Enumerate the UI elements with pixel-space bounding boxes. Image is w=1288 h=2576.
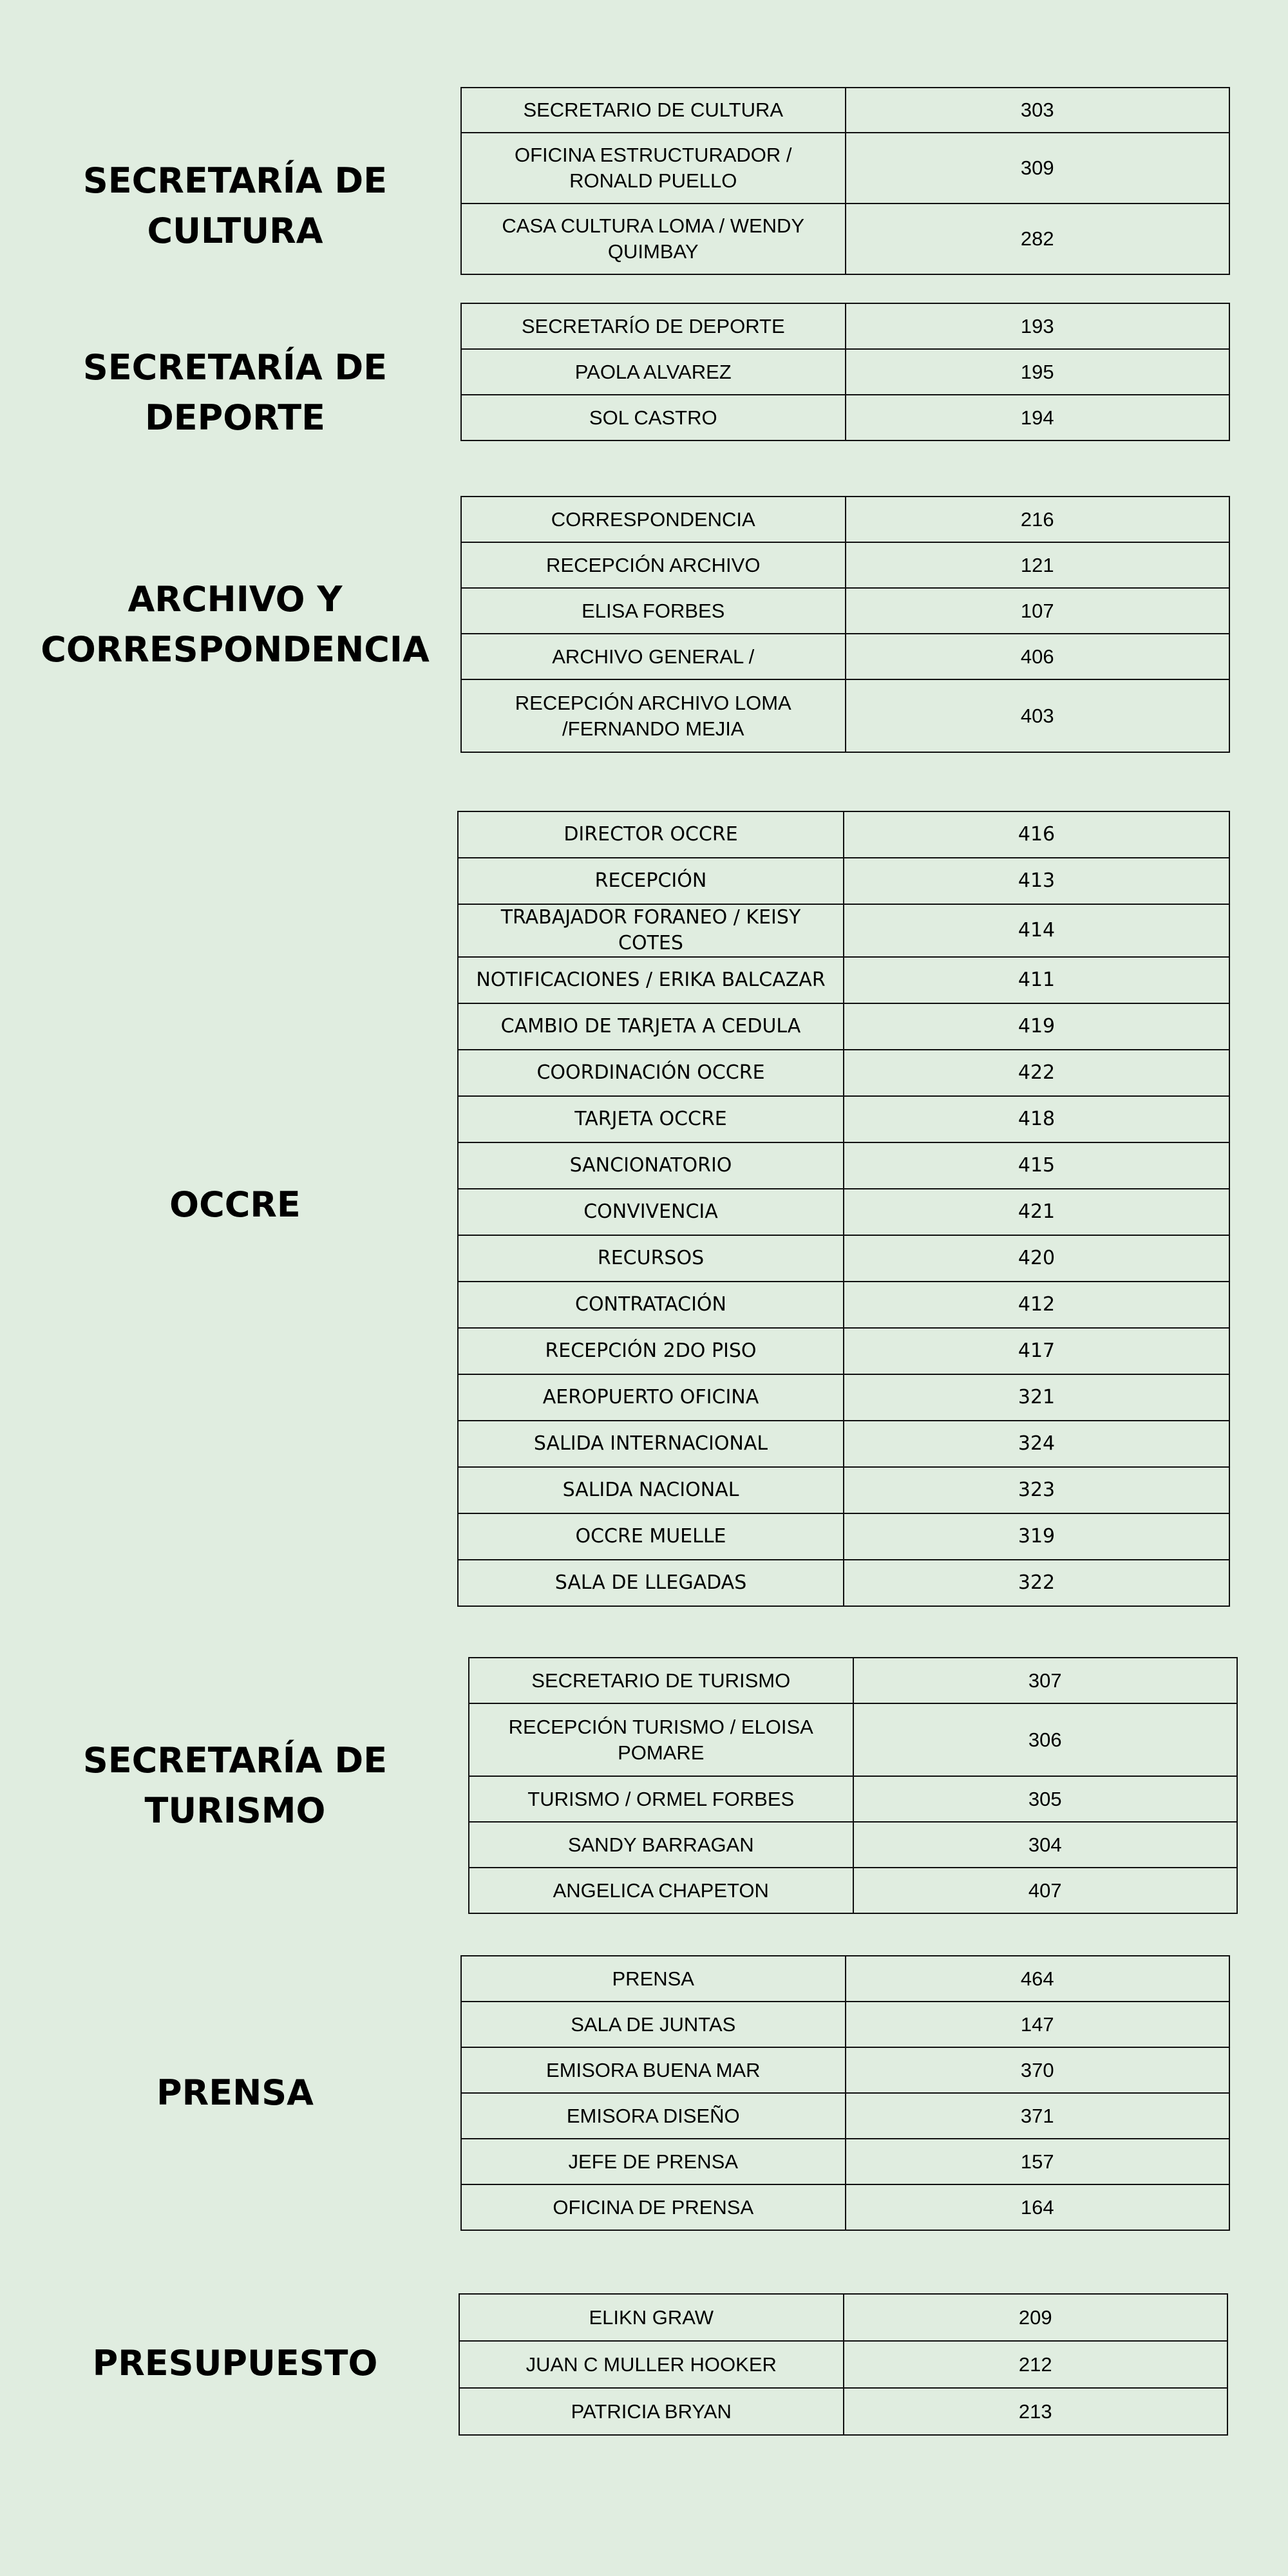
department-title: SECRETARÍA DE CULTURA: [82, 160, 388, 251]
table-row: [458, 1560, 1229, 1606]
table-row: [461, 2139, 1229, 2184]
extension-number-cell: 304: [853, 1822, 1238, 1868]
contact-name-cell: CONVIVENCIA: [458, 1189, 844, 1235]
extension-number-cell: 411: [844, 957, 1229, 1003]
table-row: [461, 1956, 1229, 2002]
department-title: SECRETARÍA DE TURISMO: [82, 1740, 388, 1831]
extension-number-cell: 412: [844, 1282, 1229, 1328]
contact-name-cell: CONTRATACIÓN: [458, 1282, 844, 1328]
table-row: [461, 88, 1229, 133]
department-title: OCCRE: [169, 1184, 301, 1225]
contact-name-cell: SECRETARIO DE TURISMO: [469, 1658, 853, 1703]
table-row: [469, 1868, 1237, 1913]
contact-name-cell: ANGELICA CHAPETON: [469, 1868, 853, 1913]
contact-name-cell: OFICINA DE PRENSA: [461, 2184, 846, 2230]
table-row: [458, 1050, 1229, 1096]
contact-name-cell: RECEPCIÓN TURISMO / ELOISA POMARE: [469, 1703, 853, 1776]
extension-number-cell: 164: [846, 2184, 1230, 2230]
extension-number-cell: 305: [853, 1776, 1238, 1822]
extension-number-cell: 212: [844, 2341, 1228, 2388]
table-row: [461, 2093, 1229, 2139]
extension-number-cell: 303: [846, 88, 1230, 133]
table-row: [469, 1776, 1237, 1822]
table-row: [461, 588, 1229, 634]
department-title: PRENSA: [156, 2072, 314, 2113]
table-row: [458, 1096, 1229, 1142]
extension-number-cell: 414: [844, 904, 1229, 957]
extension-number-cell: 282: [846, 204, 1230, 274]
table-row: [458, 1421, 1229, 1467]
table-row: [458, 1003, 1229, 1050]
extension-number-cell: 324: [844, 1421, 1229, 1467]
contact-name-cell: PRENSA: [461, 1956, 846, 2002]
table-row: [458, 904, 1229, 957]
extension-number-cell: 193: [846, 303, 1230, 349]
extension-number-cell: 418: [844, 1096, 1229, 1142]
contact-name-cell: RECEPCIÓN 2DO PISO: [458, 1328, 844, 1374]
extension-number-cell: 422: [844, 1050, 1229, 1096]
extension-number-cell: 407: [853, 1868, 1238, 1913]
contact-name-cell: TARJETA OCCRE: [458, 1096, 844, 1142]
table-row: [461, 2047, 1229, 2093]
extension-number-cell: 307: [853, 1658, 1238, 1703]
extension-number-cell: 195: [846, 349, 1230, 395]
extension-number-cell: 147: [846, 2002, 1230, 2047]
contact-name-cell: ELISA FORBES: [461, 588, 846, 634]
contact-name-cell: RECEPCIÓN ARCHIVO LOMA /FERNANDO MEJIA: [461, 679, 846, 752]
table-row: [458, 1374, 1229, 1421]
contact-name-cell: TURISMO / ORMEL FORBES: [469, 1776, 853, 1822]
contact-name-cell: SANCIONATORIO: [458, 1142, 844, 1189]
table-row: [458, 1513, 1229, 1560]
contact-name-cell: JUAN C MULLER HOOKER: [459, 2341, 844, 2388]
table-row: [458, 1189, 1229, 1235]
extension-number-cell: 420: [844, 1235, 1229, 1282]
contact-name-cell: RECEPCIÓN ARCHIVO: [461, 542, 846, 588]
extension-number-cell: 121: [846, 542, 1230, 588]
table-row: [459, 2341, 1227, 2388]
contact-name-cell: NOTIFICACIONES / ERIKA BALCAZAR: [458, 957, 844, 1003]
contact-name-cell: SALA DE JUNTAS: [461, 2002, 846, 2047]
extension-number-cell: 464: [846, 1956, 1230, 2002]
contact-name-cell: SALIDA INTERNACIONAL: [458, 1421, 844, 1467]
extension-number-cell: 421: [844, 1189, 1229, 1235]
contact-name-cell: SALIDA NACIONAL: [458, 1467, 844, 1513]
contact-name-cell: SALA DE LLEGADAS: [458, 1560, 844, 1606]
contact-name-cell: ELIKN GRAW: [459, 2294, 844, 2341]
extension-number-cell: 413: [844, 858, 1229, 904]
contact-name-cell: CORRESPONDENCIA: [461, 497, 846, 542]
extension-number-cell: 309: [846, 133, 1230, 204]
contact-name-cell: OFICINA ESTRUCTURADOR / RONALD PUELLO: [461, 133, 846, 204]
table-row: [461, 349, 1229, 395]
department-title: SECRETARÍA DE DEPORTE: [82, 347, 388, 438]
table-row: [458, 1328, 1229, 1374]
contact-name-cell: TRABAJADOR FORANEO / KEISY COTES: [458, 904, 844, 957]
extension-table: [460, 87, 1230, 275]
extension-number-cell: 415: [844, 1142, 1229, 1189]
table-row: [461, 497, 1229, 542]
extension-number-cell: 370: [846, 2047, 1230, 2093]
extension-number-cell: 209: [844, 2294, 1228, 2341]
contact-name-cell: CAMBIO DE TARJETA A CEDULA: [458, 1003, 844, 1050]
contact-name-cell: DIRECTOR OCCRE: [458, 811, 844, 858]
extension-number-cell: 216: [846, 497, 1230, 542]
extension-number-cell: 157: [846, 2139, 1230, 2184]
contact-name-cell: PATRICIA BRYAN: [459, 2388, 844, 2435]
department-title: ARCHIVO Y CORRESPONDENCIA: [41, 579, 430, 670]
extension-number-cell: 107: [846, 588, 1230, 634]
extension-number-cell: 323: [844, 1467, 1229, 1513]
extension-number-cell: 213: [844, 2388, 1228, 2435]
table-row: [461, 2184, 1229, 2230]
table-row: [459, 2294, 1227, 2341]
table-row: [458, 957, 1229, 1003]
extension-table: [460, 1955, 1230, 2231]
contact-name-cell: RECEPCIÓN: [458, 858, 844, 904]
extension-table: [460, 496, 1230, 753]
extension-number-cell: 417: [844, 1328, 1229, 1374]
contact-name-cell: AEROPUERTO OFICINA: [458, 1374, 844, 1421]
contact-name-cell: SANDY BARRAGAN: [469, 1822, 853, 1868]
extension-number-cell: 319: [844, 1513, 1229, 1560]
contact-name-cell: JEFE DE PRENSA: [461, 2139, 846, 2184]
extension-number-cell: 194: [846, 395, 1230, 440]
table-row: [461, 2002, 1229, 2047]
extension-number-cell: 419: [844, 1003, 1229, 1050]
extension-table: [468, 1657, 1238, 1914]
table-row: [461, 395, 1229, 440]
table-row: [458, 1142, 1229, 1189]
contact-name-cell: PAOLA ALVAREZ: [461, 349, 846, 395]
contact-name-cell: CASA CULTURA LOMA / WENDY QUIMBAY: [461, 204, 846, 274]
extension-number-cell: 306: [853, 1703, 1238, 1776]
extension-number-cell: 406: [846, 634, 1230, 679]
extension-number-cell: 416: [844, 811, 1229, 858]
table-row: [458, 1282, 1229, 1328]
extension-table: [460, 303, 1230, 441]
table-row: [469, 1703, 1237, 1776]
contact-name-cell: COORDINACIÓN OCCRE: [458, 1050, 844, 1096]
table-row: [459, 2388, 1227, 2435]
contact-name-cell: SOL CASTRO: [461, 395, 846, 440]
table-row: [458, 1467, 1229, 1513]
department-title: PRESUPUESTO: [92, 2343, 378, 2383]
table-row: [461, 634, 1229, 679]
table-row: [469, 1822, 1237, 1868]
table-row: [458, 811, 1229, 858]
extension-number-cell: 403: [846, 679, 1230, 752]
contact-name-cell: RECURSOS: [458, 1235, 844, 1282]
contact-name-cell: ARCHIVO GENERAL /: [461, 634, 846, 679]
table-row: [469, 1658, 1237, 1703]
extension-number-cell: 322: [844, 1560, 1229, 1606]
table-row: [461, 679, 1229, 752]
table-row: [461, 542, 1229, 588]
table-row: [458, 1235, 1229, 1282]
contact-name-cell: EMISORA DISEÑO: [461, 2093, 846, 2139]
table-row: [458, 858, 1229, 904]
extension-number-cell: 371: [846, 2093, 1230, 2139]
extension-number-cell: 321: [844, 1374, 1229, 1421]
contact-name-cell: SECRETARÍO DE DEPORTE: [461, 303, 846, 349]
table-row: [461, 204, 1229, 274]
table-row: [461, 303, 1229, 349]
contact-name-cell: SECRETARIO DE CULTURA: [461, 88, 846, 133]
contact-name-cell: OCCRE MUELLE: [458, 1513, 844, 1560]
contact-name-cell: EMISORA BUENA MAR: [461, 2047, 846, 2093]
table-row: [461, 133, 1229, 204]
extension-table: [459, 2293, 1228, 2436]
extension-table: [457, 811, 1230, 1607]
